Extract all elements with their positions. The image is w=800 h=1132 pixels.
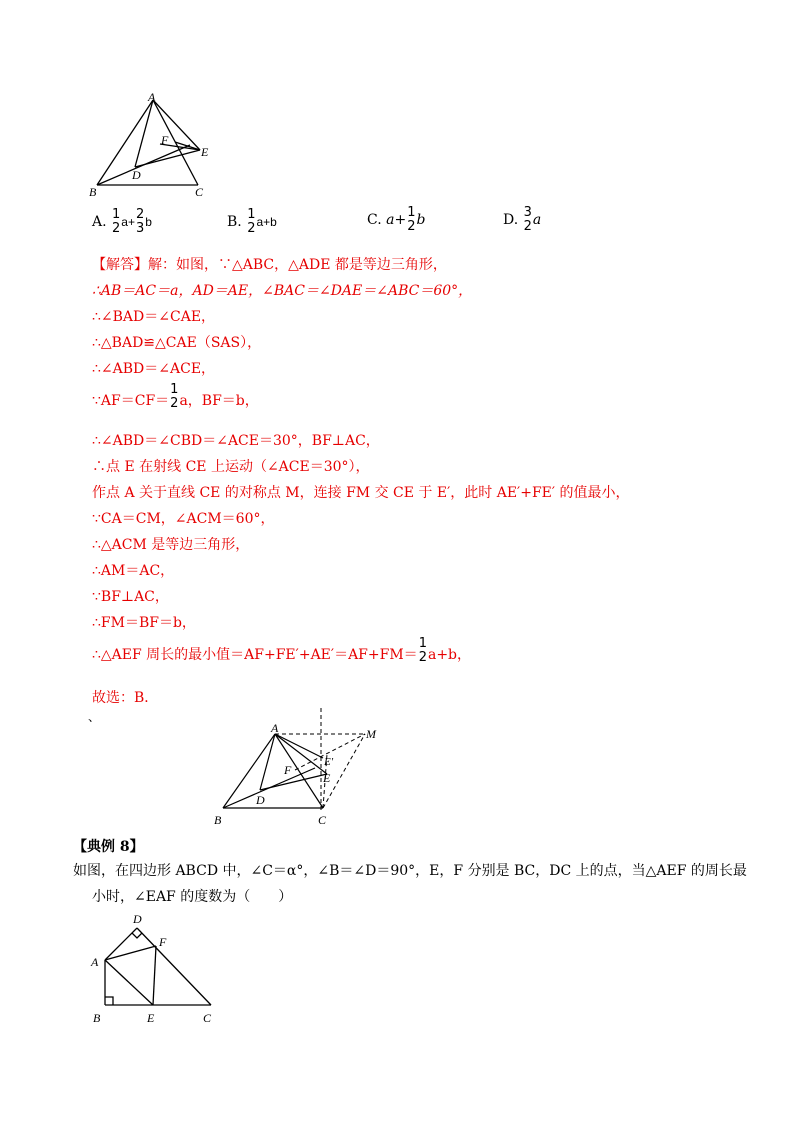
choice-letter: C. xyxy=(367,212,382,228)
solution-line-4: ∴△BAD≌△CAE（SAS）， xyxy=(92,335,262,351)
label-b: B xyxy=(89,185,97,199)
solution-line-12: ∴AM＝AC， xyxy=(92,563,175,579)
fraction: 1 2 xyxy=(112,207,121,236)
choice-a[interactable]: A. 1 2 a+ 2 3 b xyxy=(92,207,152,236)
solution-line-2: ∴AB＝AC＝a，AD＝AE，∠BAC＝∠DAE＝∠ABC＝60°， xyxy=(92,283,473,299)
label-c: C xyxy=(318,813,327,827)
fraction: 1 2 xyxy=(407,205,416,234)
fraction: 1 2 xyxy=(247,207,256,236)
solution-tag: 【解答】 xyxy=(92,257,148,273)
fraction: 3 2 xyxy=(523,205,532,234)
solution-line-1: 【解答】解：如图，∵△ABC，△ADE 都是等边三角形， xyxy=(92,257,447,273)
choice-d[interactable]: D. 3 2 a xyxy=(503,205,542,234)
label-a: A xyxy=(148,90,156,104)
choice-letter: D. xyxy=(503,212,519,228)
solution-line-5: ∴∠ABD＝∠ACE， xyxy=(92,361,216,377)
solution-line-7: ∴∠ABD＝∠CBD＝∠ACE＝30°，BF⊥AC， xyxy=(92,433,380,449)
stray-mark: 、 xyxy=(88,710,101,724)
label-d: D xyxy=(132,168,141,182)
solution-line-15: ∴△AEF 周长的最小值＝AF+FE′+AE′＝AF+FM＝ 1 2 a+b， xyxy=(92,636,472,665)
label-a: A xyxy=(271,721,279,735)
figure-symmetric-point-m xyxy=(205,708,385,828)
choice-b[interactable]: B. 1 2 a+b xyxy=(227,207,277,236)
label-c: C xyxy=(195,185,204,199)
label-b: B xyxy=(214,813,222,827)
fraction: 2 3 xyxy=(135,207,145,236)
label-e: E xyxy=(323,771,331,785)
label-e: E xyxy=(201,145,209,159)
example-question-line-1: 如图，在四边形 ABCD 中，∠C＝α°，∠B＝∠D＝90°，E，F 分别是 BC，DC 上的点，当△AEF 的周长最 xyxy=(73,863,747,879)
label-e-prime: E' xyxy=(324,756,334,768)
solution-line-6: ∵AF＝CF＝ 1 2 a，BF＝b， xyxy=(92,382,259,411)
fraction: 1 2 xyxy=(170,382,179,411)
label-d: D xyxy=(256,793,265,807)
figure-quadrilateral-abcd xyxy=(85,908,225,1028)
label-f: F xyxy=(284,763,292,777)
label-a: A xyxy=(91,955,99,969)
solution-line-10: ∵CA＝CM，∠ACM＝60°， xyxy=(92,511,275,527)
label-f: F xyxy=(159,935,167,949)
label-c: C xyxy=(203,1011,212,1025)
solution-line-11: ∴△ACM 是等边三角形， xyxy=(92,537,250,553)
label-m: M xyxy=(366,727,376,741)
choice-c[interactable]: C. a+ 1 2 b xyxy=(367,205,426,234)
solution-line-3: ∴∠BAD＝∠CAE， xyxy=(92,309,216,325)
label-e: E xyxy=(147,1011,155,1025)
fraction: 1 2 xyxy=(418,636,427,665)
label-f: F xyxy=(161,133,169,147)
solution-line-16: 故选：B． xyxy=(92,690,159,706)
solution-line-14: ∴FM＝BF＝b， xyxy=(92,615,196,631)
solution-line-9: 作点 A 关于直线 CE 的对称点 M，连接 FM 交 CE 于 E′，此时 AE′+FE′ 的值最小， xyxy=(92,485,630,501)
label-b: B xyxy=(93,1011,101,1025)
solution-line-13: ∵BF⊥AC， xyxy=(92,589,169,605)
example-heading: 【典例 8】 xyxy=(73,839,144,855)
choice-letter: B. xyxy=(227,214,242,230)
solution-line-8: ∴点 E 在射线 CE 上运动（∠ACE＝30°）， xyxy=(92,459,370,475)
label-d: D xyxy=(133,912,142,926)
choice-letter: A. xyxy=(92,214,107,230)
example-question-line-2: 小时，∠EAF 的度数为（ ） xyxy=(92,889,293,905)
figure-triangle-abc-ade xyxy=(85,90,225,200)
